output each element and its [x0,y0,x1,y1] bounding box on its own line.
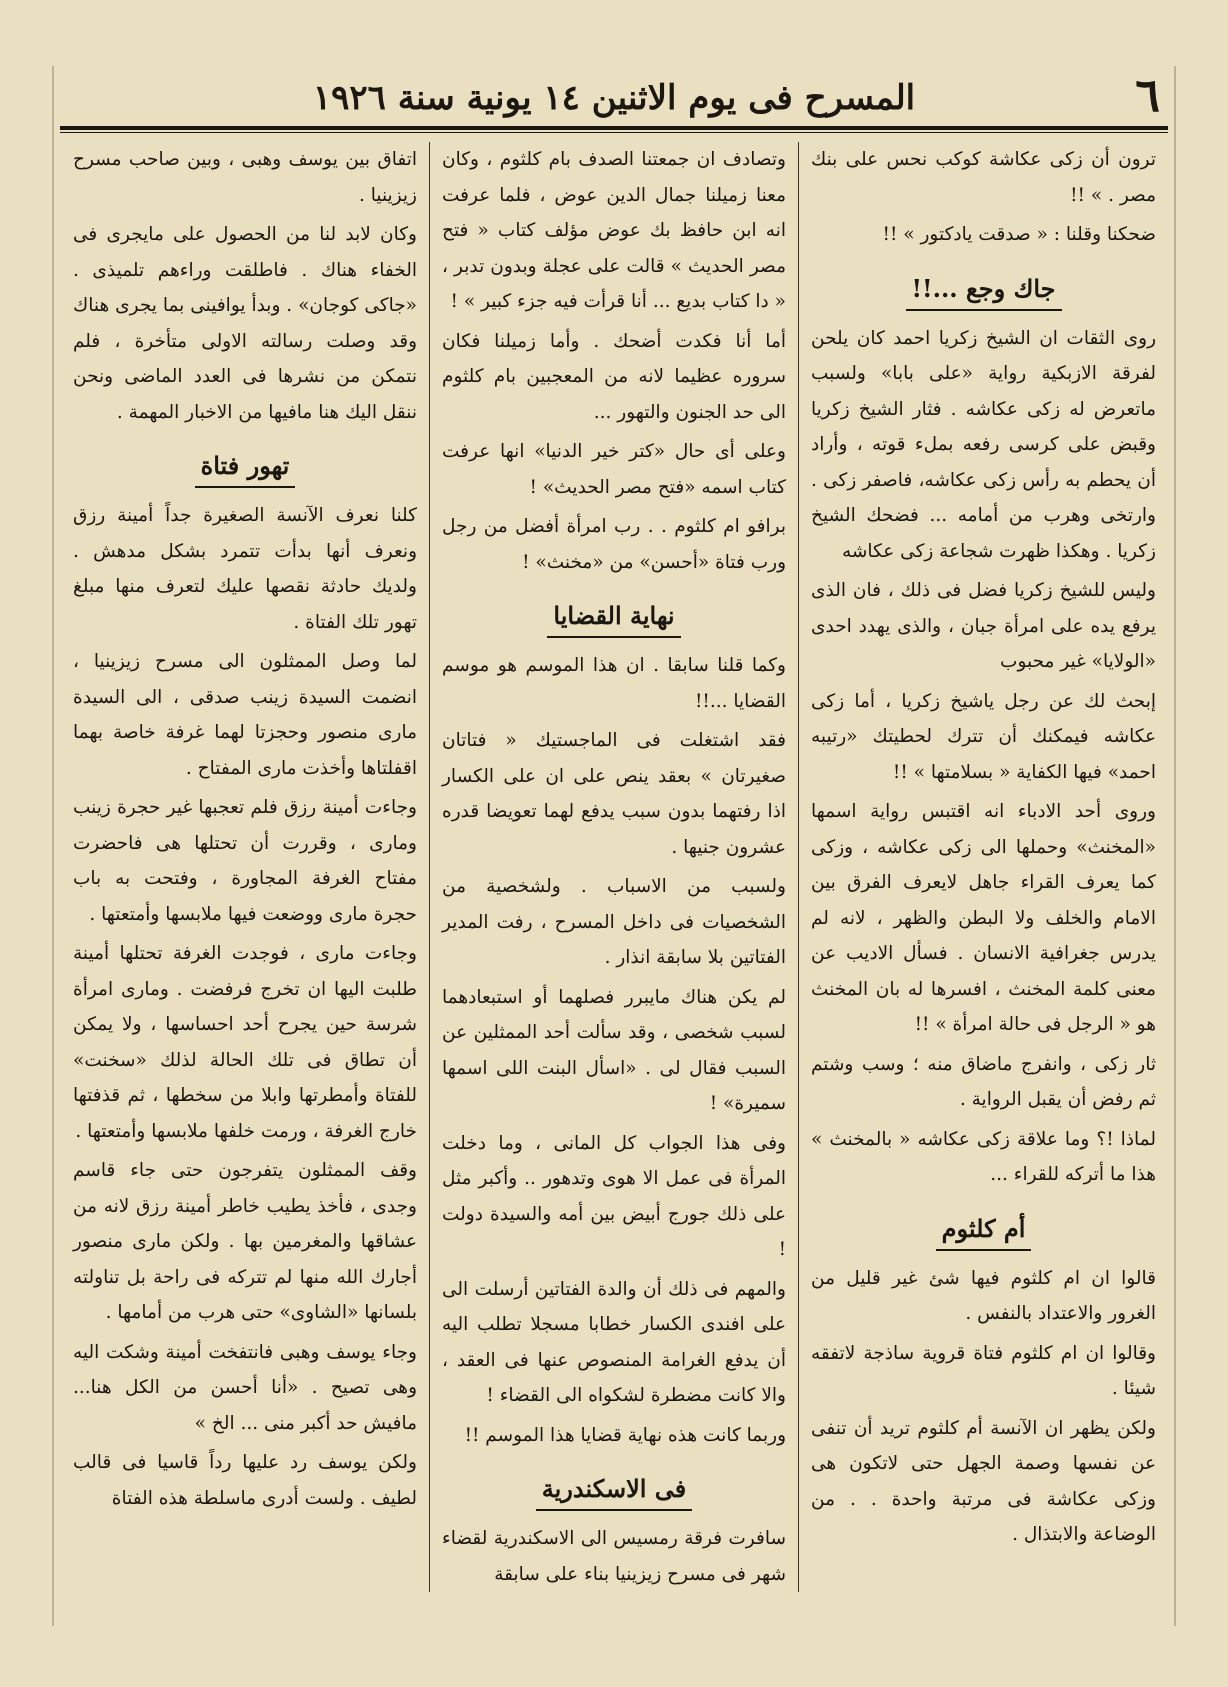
paragraph: وقالوا ان ام كلثوم فتاة قروية ساذجة لاتفقه شيئا . [811,1342,1156,1399]
paragraph: فقد اشتغلت فى الماجستيك « فتاتان صغيرتان » بعقد ينص على ان على الكسار اذا رفتهما بدون سبب يدفع لهما تعويضا قدره عشرون جنيها . [442,730,786,858]
paragraph: وربما كانت هذه نهاية قضايا هذا الموسم !! [464,1424,786,1446]
paragraph: وعلى أى حال «كتر خير الدنيا» انها عرفت كتاب اسمه «فتح مصر الحديث» ! [442,441,786,498]
page-number: ٦ [1135,68,1160,122]
paragraph: وكان لابد لنا من الحصول على مايجرى فى الخفاء هناك . فاطلقت وراءهم تلميذى . «جاكى كوجان» . وبدأ يوافينى بما يجرى هناك وقد وصلت رسالته الاولى متأخرة ، فلم نتمكن من نشرها فى العدد الماضى ونحن ننقل اليك هنا مافيها من الاخبار المهمة . [73,224,417,423]
header-rule [60,126,1168,130]
article-columns [60,142,1168,1592]
paragraph: وجاءت أمينة رزق فلم تعجبها غير حجرة زينب ومارى ، وقررت أن تحتلها هى فاحضرت مفتاح الغرفة المجاورة ، وفتحت به باب حجرة مارى ووضعت فيها ملابسها وأمتعتها . [73,797,417,925]
paragraph: والمهم فى ذلك أن والدة الفتاتين أرسلت الى على افندى الكسار خطابا مسجلا تطلب اليه أن يدفع الغرامة المنصوص عنها فى العقد ، والا كانت مضطرة لشكواه الى القضاء ! [442,1278,786,1406]
paragraph: لم يكن هناك مايبرر فصلهما أو استبعادهما لسبب شخصى ، وقد سألت أحد الممثلين عن السبب فقال لى . «اسأل البنت اللى اسمها سميرة» ! [442,986,786,1114]
page-frame-left [52,66,54,1626]
paragraph: أما أنا فكدت أضحك . وأما زميلنا فكان سروره عظيما لانه من المعجبين بام كلثوم الى حد الجنون والتهور ... [442,330,786,423]
paragraph: ولكن يظهر ان الآنسة أم كلثوم تريد أن تنفى عن نفسها وصمة الجهل حتى لاتكون هى وزكى عكاشة فى مرتبة واحدة . . من الوضاعة والابتذال . [811,1417,1156,1545]
paragraph: اتفاق بين يوسف وهبى ، وبين صاحب مسرح زيزينيا . [73,149,417,206]
paragraph: سافرت فرقة رمسيس الى الاسكندرية لقضاء شهر فى مسرح زيزينيا بناء على سابقة [442,1528,786,1585]
paragraph: لما وصل الممثلون الى مسرح زيزينيا ، انضمت السيدة زينب صدقى ، الى السيدة مارى منصور وحجزتا لهما غرفة خاصة بهما اقفلتاها وأخذت مارى المفتاح . [73,651,417,779]
header-rule-thin [60,132,1168,133]
paragraph: وتصادف ان جمعتنا الصدف بام كلثوم ، وكان معنا زميلنا جمال الدين عوض ، فلما عرفت انه ابن حافظ بك عوض مؤلف كتاب « فتح مصر الحديث » قالت على عجلة وبدون تدبر ، « دا كتاب بديع ... أنا قرأت فيه جزء كبير » ! [442,149,786,312]
paragraph: ضحكنا وقلنا : « صدقت يادكتور » !! [882,224,1156,245]
paragraph: قالوا ان ام كلثوم فيها شئ غير قليل من الغرور والاعتداد بالنفس . [811,1267,1156,1324]
paragraph: وقف الممثلون يتفرجون حتى جاء قاسم وجدى ، فأخذ يطيب خاطر أمينة رزق لانه من عشاقها والمغرمين بها . ولكن مارى منصور أجارك الله منها لم تتركه فى راحة بل تناولته بلسانها «الشاوى» حتى هرب من أمامها . [73,1160,417,1323]
paragraph: وجاءت مارى ، فوجدت الغرفة تحتلها أمينة طلبت اليها ان تخرج فرفضت . ومارى امرأة شرسة حين يجرح أحد احساسها ، ولا يمكن أن تطاق فى تلك الحالة لذلك «سخنت» للفتاة وأمطرتها وابلا من سخطها ، ثم قذفتها خارج الغرفة ، ورمت خلفها ملابسها وأمتعتها . [73,943,417,1142]
paragraph: لماذا !؟ وما علاقة زكى عكاشه « بالمخنث » هذا ما أتركه للقراء ... [811,1128,1156,1185]
section-headline: فى الاسكندرية [536,1469,693,1511]
section-headline: تهور فتاة [195,446,296,488]
masthead-title: المسرح فى يوم الاثنين ١٤ يونية سنة ١٩٢٦ [312,78,916,118]
paragraph: كلنا نعرف الآنسة الصغيرة جداً أمينة رزق ونعرف أنها بدأت تتمرد بشكل مدهش . ولديك حادثة نقصها عليك لتعرف منها مبلغ تهور تلك الفتاة . [73,505,417,633]
paragraph: ترون أن زكى عكاشة كوكب نحس على بنك مصر . » !! [811,149,1156,206]
column-left [61,142,430,1592]
paragraph: وكما قلنا سابقا . ان هذا الموسم هو موسم القضايا ...!! [442,655,786,712]
section-headline: نهاية القضايا [547,596,680,638]
column-right [799,142,1168,1592]
paragraph: وجاء يوسف وهبى فانتفخت أمينة وشكت اليه وهى تصيح . «أنا أحسن من الكل هنا... مافيش حد أكبر منى ... الخ » [73,1341,417,1434]
paragraph: إبحث لك عن رجل ياشيخ زكريا ، أما زكى عكاشه فيمكنك أن تترك لحطيتك «رتيبه احمد» فيها الكفاية « بسلامتها » !! [811,690,1156,783]
paragraph: برافو ام كلثوم . . رب امرأة أفضل من رجل ورب فتاة «أحسن» من «مخنث» ! [442,516,786,573]
paragraph: روى الثقات ان الشيخ زكريا احمد كان يلحن لفرقة الازبكية رواية «على بابا» ولسبب ماتعرض له زكى عكاشه . فثار الشيخ زكريا وقبض على كرسى رفعه بملء قوته ، وأراد أن يحطم به رأس زكى عكاشه، فاصفر زكى . وارتخى وهرب من أمامه ... فضحك الشيخ زكريا . وهكذا ظهرت شجاعة زكى عكاشه [811,327,1156,562]
page-header [60,70,1168,130]
paragraph: ثار زكى ، وانفرج ماضاق منه ؛ وسب وشتم ثم رفض أن يقبل الرواية . [811,1053,1156,1110]
paragraph: ولسبب من الاسباب . ولشخصية من الشخصيات فى داخل المسرح ، رفت المدير الفتاتين بلا سابقة انذار . [442,876,786,968]
paragraph: وروى أحد الادباء انه اقتبس رواية اسمها «المخنث» وحملها الى زكى عكاشه ، وزكى كما يعرف القراء جاهل لايعرف الفرق بين الامام والخلف ولا البطن والظهر ، لانه لم يدرس جغرافية الانسان . فسأل الاديب عن معنى كلمة المخنث ، افسرها له بان المخنث هو « الرجل فى حالة امرأة » !! [811,801,1156,1035]
section-headline: أم كلثوم [936,1209,1032,1251]
paragraph: وليس للشيخ زكريا فضل فى ذلك ، فان الذى يرفع يده على امرأة جبان ، والذى يهدد احدى «الولايا» غير محبوب [811,580,1156,672]
page-frame-right [1174,66,1176,1626]
section-headline: جاك وجع ...!! [906,269,1062,311]
paragraph: ولكن يوسف رد عليها رداً قاسيا فى قالب لطيف . ولست أدرى ماسلطة هذه الفتاة [73,1452,417,1509]
paragraph: وفى هذا الجواب كل المانى ، وما دخلت المرأة فى عمل الا هوى وتدهور .. وأكبر مثل على ذلك جورج أبيض بين أمه والسيدة دولت ! [442,1132,786,1260]
column-middle [430,142,799,1592]
